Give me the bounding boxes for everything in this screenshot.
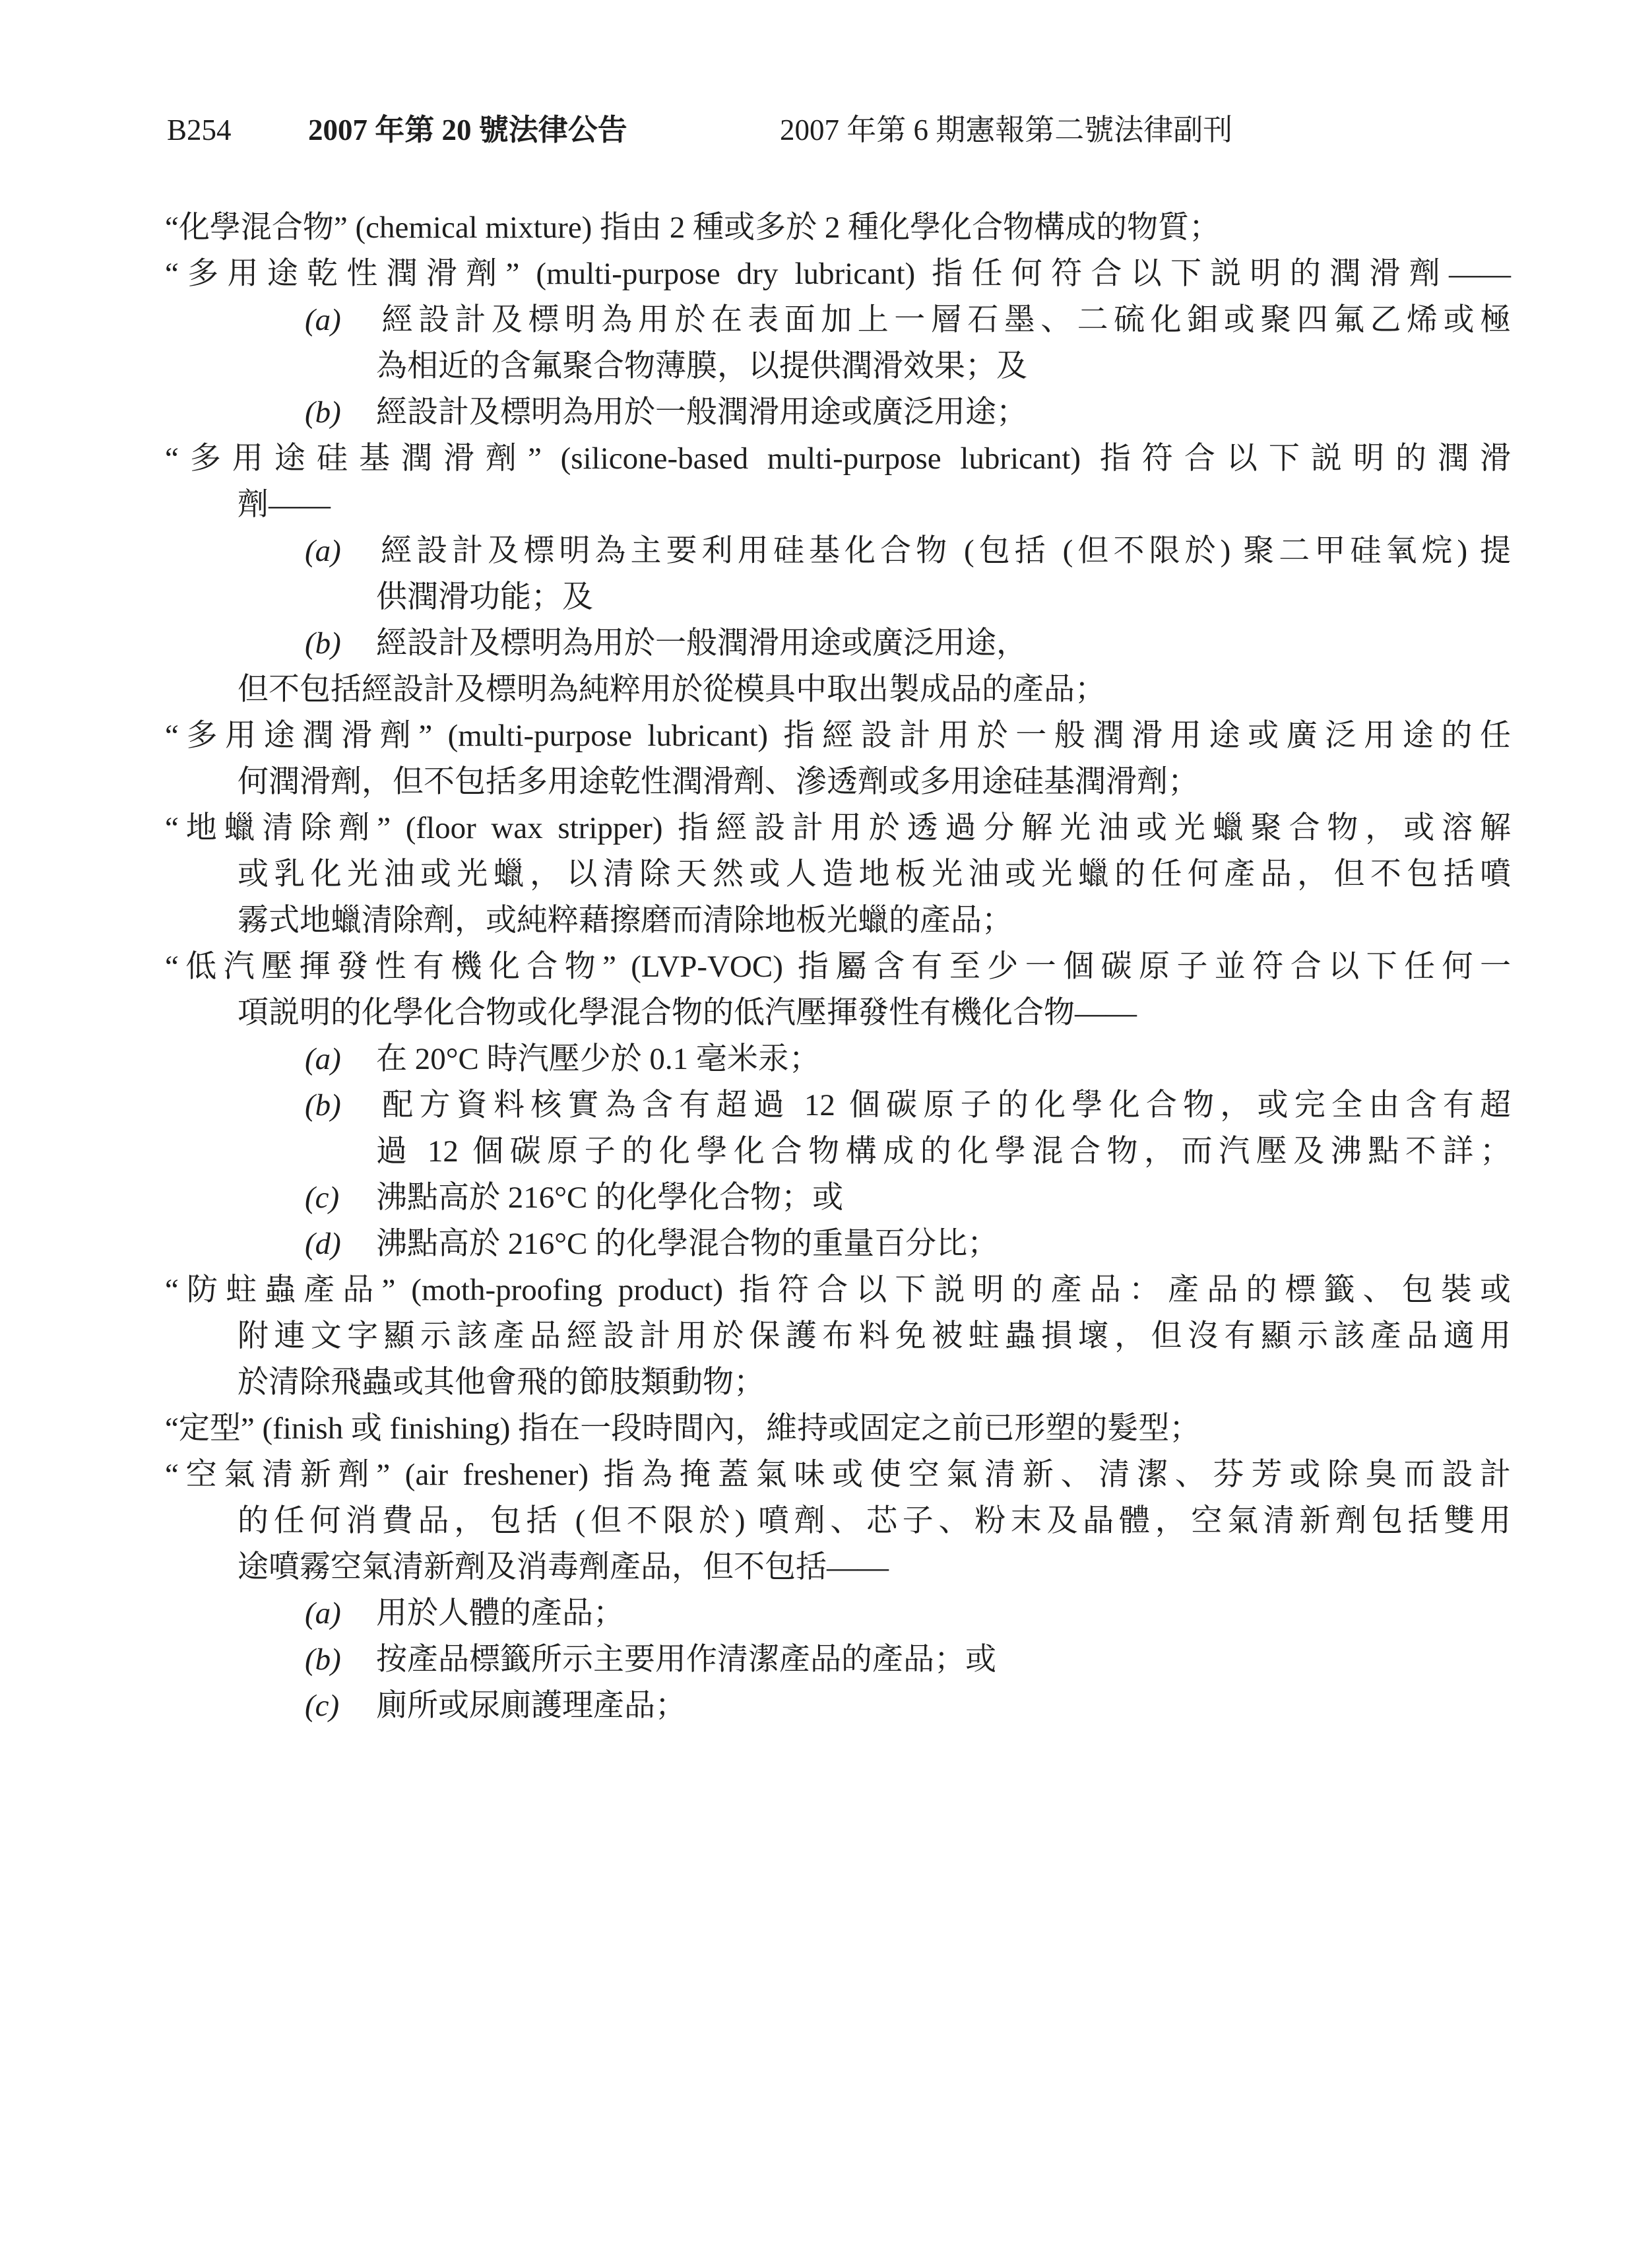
text-line: “多用途潤滑劑” (multi-purpose lubricant) 指經設計用於一般潤滑用途或廣泛用途的任	[165, 719, 1511, 753]
item-marker: (a)	[305, 1042, 341, 1076]
text-line: 劑——	[238, 488, 331, 522]
text-line: 於清除飛蟲或其他會飛的節肢類動物；	[238, 1365, 765, 1400]
text-line: “多用途硅基潤滑劑” (silicone-based multi-purpose lubricant) 指符合以下説明的潤滑	[165, 441, 1511, 476]
text-line: “低汽壓揮發性有機化合物” (LVP-VOC) 指屬含有至少一個碳原子並符合以下任何一	[165, 950, 1511, 984]
item-marker: (c)	[305, 1689, 340, 1723]
item-marker: (b)	[305, 395, 341, 430]
body-text	[165, 205, 1511, 1729]
text-line: (a) 在 20°C 時汽壓少於 0.1 毫米汞；	[305, 1036, 1511, 1082]
text-line: 霧式地蠟清除劑，或純粹藉擦磨而清除地板光蠟的產品；	[238, 903, 1013, 938]
text-line: 為相近的含氟聚合物薄膜，以提供潤滑效果；及	[376, 349, 1027, 383]
text-line: 項説明的化學化合物或化學混合物的低汽壓揮發性有機化合物——	[238, 996, 1137, 1030]
gazette-title: 2007 年第 6 期憲報第二號法律副刊	[780, 113, 1233, 146]
text-line: (d) 沸點高於 216°C 的化學混合物的重量百分比；	[305, 1221, 1511, 1267]
text-line: (a) 經設計及標明為主要利用硅基化合物 (包括 (但不限於) 聚二甲硅氧烷) 提	[305, 528, 1511, 574]
text-line: “定型” (finish 或 finishing) 指在一段時間內，維持或固定之前已形塑的髮型；	[165, 1411, 1201, 1446]
item-marker: (d)	[305, 1227, 341, 1261]
legal-notice-title: 2007 年第 20 號法律公告	[308, 113, 627, 146]
text-line: (b) 按產品標籤所示主要用作清潔產品的產品；或	[305, 1636, 1511, 1683]
text-line: “防蛀蟲產品” (moth-proofing product) 指符合以下説明的產品：產品的標籤、包裝或	[165, 1273, 1511, 1307]
text-line: 何潤滑劑，但不包括多用途乾性潤滑劑、滲透劑或多用途硅基潤滑劑；	[238, 765, 1199, 799]
text-line: (b) 經設計及標明為用於一般潤滑用途或廣泛用途，	[305, 620, 1511, 666]
item-marker: (a)	[305, 303, 341, 337]
item-marker: (b)	[305, 1088, 341, 1122]
item-marker: (a)	[305, 1596, 341, 1631]
text-line: “多用途乾性潤滑劑” (multi-purpose dry lubricant) 指任何符合以下説明的潤滑劑——	[165, 257, 1511, 291]
text-line: (c) 沸點高於 216°C 的化學化合物；或	[305, 1175, 1511, 1221]
text-line: (c) 廁所或尿廁護理產品；	[305, 1683, 1511, 1729]
item-marker: (a)	[305, 534, 341, 568]
text-line: (b) 配方資料核實為含有超過 12 個碳原子的化學化合物，或完全由含有超	[305, 1082, 1511, 1128]
text-line: 供潤滑功能；及	[376, 580, 593, 614]
text-line: “地蠟清除劑” (floor wax stripper) 指經設計用於透過分解光油或光蠟聚合物，或溶解	[165, 811, 1511, 845]
text-line: 或乳化光油或光蠟，以清除天然或人造地板光油或光蠟的任何產品，但不包括噴	[238, 857, 1511, 891]
text-line: 途噴霧空氣清新劑及消毒劑產品，但不包括——	[238, 1550, 889, 1584]
text-line: “空氣清新劑” (air freshener) 指為掩蓋氣味或使空氣清新、清潔、芬芳或除臭而設計	[165, 1458, 1511, 1492]
page-header	[0, 0, 1627, 172]
item-marker: (c)	[305, 1181, 340, 1215]
text-line: 的任何消費品，包括 (但不限於) 噴劑、芯子、粉末及晶體，空氣清新劑包括雙用	[238, 1504, 1511, 1538]
page-number: B254	[167, 113, 232, 146]
text-line: (a) 經設計及標明為用於在表面加上一層石墨、二硫化鉬或聚四氟乙烯或極	[305, 297, 1511, 343]
text-line: 附連文字顯示該產品經設計用於保護布料免被蛀蟲損壞，但沒有顯示該產品適用	[238, 1319, 1511, 1353]
text-line: 過 12 個碳原子的化學化合物構成的化學混合物，而汽壓及沸點不詳；	[376, 1134, 1511, 1169]
text-line: (a) 用於人體的產品；	[305, 1590, 1511, 1636]
item-marker: (b)	[305, 626, 341, 661]
text-line: 但不包括經設計及標明為純粹用於從模具中取出製成品的產品；	[238, 672, 1106, 707]
text-line: “化學混合物” (chemical mixture) 指由 2 種或多於 2 種化學化合物構成的物質；	[165, 211, 1221, 245]
item-marker: (b)	[305, 1642, 341, 1677]
text-line: (b) 經設計及標明為用於一般潤滑用途或廣泛用途；	[305, 389, 1511, 436]
